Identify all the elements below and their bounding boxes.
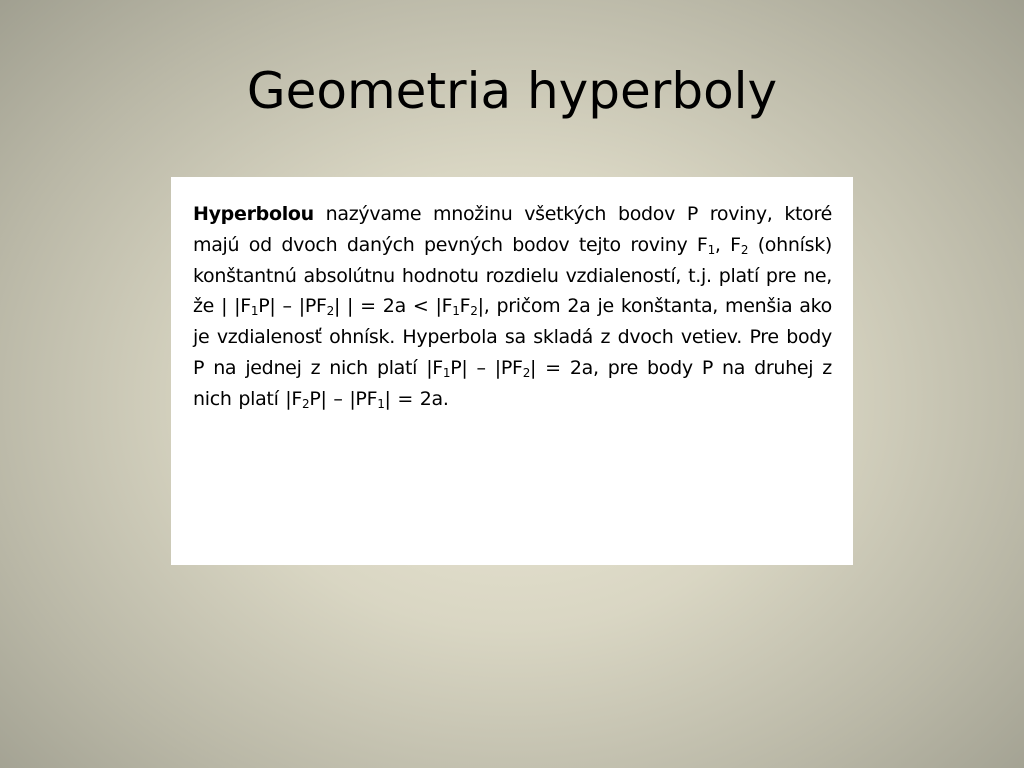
subscript: 1 [442,365,451,380]
text-segment: , F [714,233,741,256]
subscript: 2 [522,365,531,380]
subscript: 2 [470,304,478,319]
text-segment: | = 2a. [384,387,449,410]
subscript: 1 [707,242,715,257]
subscript: 2 [740,242,749,257]
subscript: 1 [452,304,460,319]
text-segment: P| – |PF [258,295,327,318]
definition-paragraph [193,199,832,415]
text-segment: nazývame množinu všetkých bodov P roviny, ktoré majú od dvoch daných pevných bodov tejto roviny F [193,203,832,256]
text-segment: | | = 2a < |F [333,295,453,318]
text-segment: |, pričom 2a je konštanta, menšia ako je vzdialenosť ohnísk. Hyperbola sa skladá z dvoch vetiev. Pre body P na jednej z nich platí |F [193,295,833,379]
subscript: 1 [377,396,385,411]
term-hyperbolou: Hyperbolou [193,203,314,225]
text-segment: P| – |PF [309,387,378,410]
text-segment: F [459,295,471,318]
subscript: 2 [326,304,334,319]
text-segment: P| – |PF [450,356,523,379]
slide-title: Geometria hyperboly [246,62,778,120]
text-segment: | = 2a, pre body P na druhej z nich platí |F [193,356,832,410]
subscript: 1 [250,304,259,319]
text-segment: (ohnísk) konštantnú absolútnu hodnotu rozdielu vzdialeností, t.j. platí pre ne, že | |F [193,233,833,318]
subscript: 2 [302,396,310,411]
content-box [171,177,853,565]
